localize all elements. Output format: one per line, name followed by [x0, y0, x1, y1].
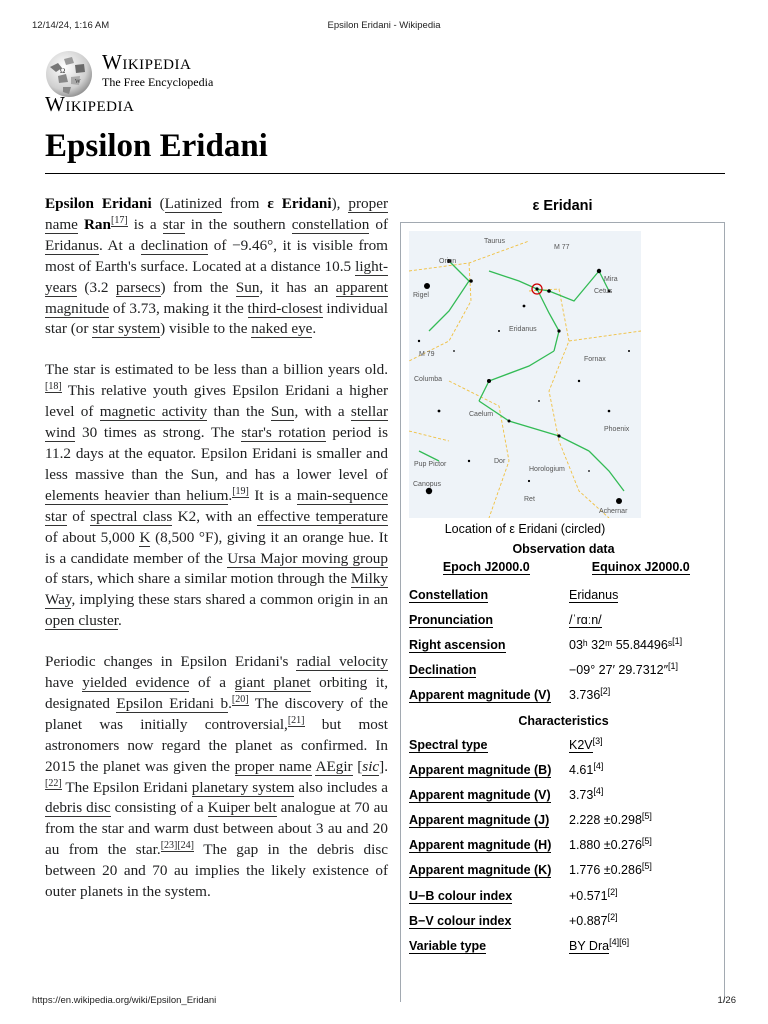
citation-link[interactable]: [4][6]: [609, 937, 630, 948]
infobox-value[interactable]: Eridanus: [569, 587, 619, 602]
text-run: K2, with an: [172, 507, 258, 525]
text-run: (: [151, 195, 165, 212]
link-planetary-system[interactable]: planetary system: [191, 778, 295, 796]
text-run: of −9.46°, it is visible from most of Earth's surface. Located at a distance 10.5: [45, 236, 388, 275]
characteristics-heading: Characteristics: [518, 713, 609, 728]
infobox-row: [409, 908, 718, 933]
print-footer: [32, 995, 736, 1009]
text-run: have: [45, 674, 83, 692]
print-header: [32, 20, 736, 34]
map-label: Phoenix: [604, 426, 630, 433]
link-stellar-rotation[interactable]: star's rotation: [241, 424, 326, 442]
text-run: ),: [331, 195, 349, 212]
text-run: [: [352, 757, 363, 775]
map-label: Caelum: [469, 411, 494, 418]
wikipedia-logo[interactable]: [44, 45, 304, 115]
infobox-row: [409, 833, 718, 858]
text-run: ) from the: [160, 278, 236, 296]
text-run: analogue at 70 au from the star and warm dust between about 3 au and 20 au from the star.: [45, 799, 388, 859]
infobox-value: +0.571: [569, 888, 608, 903]
link-yielded-evidence[interactable]: yielded evidence: [82, 674, 190, 692]
link-apparent-magnitude[interactable]: apparent magnitude: [45, 278, 388, 317]
infobox-value: 2.228 ±0.298: [569, 813, 642, 828]
citation-link[interactable]: [19]: [232, 485, 249, 497]
link-proper-name[interactable]: proper name: [234, 757, 312, 775]
infobox-key-link[interactable]: Constellation: [409, 587, 489, 602]
equinox-link[interactable]: Equinox J2000.0: [591, 560, 690, 574]
map-label: Cetus: [594, 288, 613, 295]
infobox-value: 03ʰ 32ᵐ 55.84496ˢ: [569, 637, 673, 652]
epoch-link[interactable]: Epoch J2000.0: [442, 560, 530, 574]
map-label: Mira: [604, 276, 618, 283]
infobox-key-link[interactable]: Right ascension: [409, 637, 506, 652]
link-giant-planet[interactable]: giant planet: [234, 674, 311, 692]
citation-link[interactable]: [1]: [672, 635, 683, 646]
infobox-row: [409, 683, 718, 708]
text-run: consisting of a: [110, 799, 208, 817]
infobox-key-link[interactable]: Apparent magnitude (J): [409, 813, 550, 828]
citation-link[interactable]: [5]: [641, 836, 652, 847]
infobox-row: [409, 658, 718, 683]
link-parsecs[interactable]: parsecs: [115, 278, 161, 296]
text-run: Periodic changes in Epsilon Eridani's: [45, 653, 297, 671]
link-stellar-wind[interactable]: stellar wind: [45, 403, 389, 442]
link-kelvin[interactable]: K: [139, 528, 151, 546]
citation-link[interactable]: [23][24]: [160, 840, 195, 852]
print-page-number: 1/26: [717, 995, 736, 1006]
wikipedia-wordmark: Wikipedia: [102, 50, 192, 74]
map-label: Achernar: [599, 508, 628, 515]
map-label: Rigel: [413, 292, 429, 299]
map-label: Eridanus: [509, 326, 537, 333]
svg-text:W: W: [75, 79, 81, 85]
text-run: is a: [127, 215, 163, 233]
text-run: , with a: [294, 403, 351, 421]
text-run: but most astronomers now regard the planet as confirmed. In 2015 the planet was given the: [45, 715, 388, 775]
text-run: also includes a: [294, 778, 388, 796]
link-light-years[interactable]: light-years: [45, 257, 388, 296]
link-aegir[interactable]: AEgir: [315, 757, 353, 775]
infobox-row: [409, 607, 718, 632]
text-run: Ran: [83, 215, 111, 233]
infobox-key-link[interactable]: Apparent magnitude (V): [409, 787, 551, 802]
text-run: , implying these stars shared a common origin in an: [71, 591, 388, 609]
map-label: Orion: [439, 258, 457, 265]
citation-link[interactable]: [4]: [593, 785, 604, 796]
svg-text:Ω: Ω: [60, 67, 66, 75]
page-title: Epsilon Eridani: [45, 128, 268, 164]
characteristics-rows: [409, 732, 718, 959]
infobox-value: −09° 27′ 29.7312″: [569, 663, 669, 678]
infobox-row: [409, 632, 718, 657]
text-run: than the: [207, 403, 271, 421]
infobox-row: [409, 782, 718, 807]
map-label: Taurus: [484, 238, 506, 245]
link-sun[interactable]: Sun: [235, 278, 260, 296]
text-run: (8,500 °F), giving it an orange hue. It is a candidate member of the: [45, 528, 388, 567]
text-run: orbiting it, designated: [45, 674, 388, 712]
infobox-key-link[interactable]: Apparent magnitude (V): [409, 688, 551, 703]
map-label: Pup Pictor: [414, 461, 447, 468]
infobox-value: 3.73: [569, 787, 594, 802]
infobox-key-link[interactable]: U−B colour index: [409, 888, 513, 903]
infobox-row: [409, 808, 718, 833]
text-run: 30 times as strong. The: [75, 424, 242, 442]
map-label: Ret: [524, 496, 535, 503]
infobox-key-link[interactable]: Spectral type: [409, 737, 488, 752]
citation-link[interactable]: [21]: [287, 714, 305, 726]
infobox-row: [409, 582, 718, 607]
citation-link[interactable]: [17]: [110, 214, 128, 226]
text-run: ].: [379, 757, 389, 775]
citation-link[interactable]: [2]: [600, 686, 611, 697]
constellation-map[interactable]: [409, 231, 641, 518]
link-spectral-class[interactable]: spectral class: [90, 507, 173, 525]
citation-link[interactable]: [4]: [593, 760, 604, 771]
infobox-row: [409, 883, 718, 908]
link-ursa-major-moving-group[interactable]: Ursa Major moving group: [227, 549, 388, 567]
infobox-value[interactable]: K2V: [569, 737, 593, 752]
text-run: The gap in the debris disc between 20 and 70 au implies the likely existence of outer planets in the system.: [45, 841, 388, 901]
infobox-value[interactable]: BY Dra: [569, 939, 610, 954]
text-run: . At a: [99, 236, 141, 254]
text-run: in the southern: [184, 215, 292, 233]
text-run: (3.2: [77, 278, 116, 296]
infobox-title: ε Eridani: [532, 198, 593, 214]
link-constellation[interactable]: constellation: [291, 215, 370, 233]
map-label: M 77: [554, 244, 570, 251]
text-run: of: [369, 215, 389, 233]
citation-link[interactable]: [3]: [592, 735, 603, 746]
link-sun[interactable]: Sun: [270, 403, 295, 421]
text-run: period is 11.2 days at the equator. Epsilon Eridani is smaller and less massive than the Sun, and has a lower level of: [45, 424, 388, 483]
text-run: of 3.73, making it the: [109, 299, 248, 317]
infobox-frame: [400, 222, 725, 1002]
text-run: .: [228, 486, 233, 504]
link-epsilon-eridani-b[interactable]: Epsilon Eridani b: [116, 694, 229, 712]
map-label: Horologium: [529, 466, 565, 473]
infobox-row: [409, 732, 718, 757]
link-open-cluster[interactable]: open cluster: [45, 612, 118, 630]
map-label: Canopus: [413, 481, 442, 488]
link-proper-name[interactable]: proper name: [45, 195, 389, 233]
infobox-value: 4.61: [569, 762, 594, 777]
link-eridanus[interactable]: Eridanus: [45, 236, 99, 254]
infobox-value: 1.880 ±0.276: [569, 838, 642, 853]
link-debris-disc[interactable]: debris disc: [45, 799, 111, 817]
infobox-value: 1.776 ±0.286: [569, 863, 642, 878]
map-label: Fornax: [584, 356, 606, 363]
citation-link[interactable]: [2]: [607, 886, 618, 897]
text-run: ε Eridani: [267, 195, 332, 212]
text-run: , it has an: [259, 278, 336, 296]
link-naked-eye[interactable]: naked eye: [251, 320, 313, 338]
citation-link[interactable]: [20]: [231, 693, 249, 705]
text-run: of a: [189, 674, 235, 692]
map-label: Columba: [414, 376, 443, 383]
citation-link[interactable]: [2]: [607, 911, 618, 922]
citation-link[interactable]: [5]: [641, 861, 652, 872]
infobox-key-link[interactable]: Apparent magnitude (K): [409, 863, 552, 878]
map-label: Dor: [494, 458, 506, 465]
link-main-sequence[interactable]: main-sequence star: [45, 486, 388, 525]
text-run: .: [312, 320, 317, 338]
text-run: This relative youth gives Epsilon Eridani a higher level of: [45, 382, 388, 421]
link-kuiper-belt[interactable]: Kuiper belt: [207, 799, 277, 817]
infobox-value: 3.736: [569, 688, 601, 703]
print-page-title: Epsilon Eridani - Wikipedia: [327, 20, 441, 31]
link-effective-temperature[interactable]: effective temperature: [257, 507, 389, 525]
citation-link[interactable]: [18]: [45, 381, 62, 393]
observation-rows: [409, 582, 718, 708]
link-magnetic-activity[interactable]: magnetic activity: [99, 403, 208, 421]
link-radial-velocity[interactable]: radial velocity: [296, 653, 388, 671]
citation-link[interactable]: [5]: [641, 811, 652, 822]
map-label: M 79: [419, 351, 435, 358]
text-run: of stars, which share a similar motion through the: [45, 570, 351, 588]
citation-link[interactable]: [1]: [668, 661, 679, 672]
infobox-row: [409, 933, 718, 958]
text-run: individual star (or: [45, 299, 389, 338]
text-run: .: [117, 612, 122, 630]
print-datetime: 12/14/24, 1:16 AM: [32, 20, 110, 31]
text-run: The discovery of the planet was initially controversial,: [45, 694, 388, 733]
infobox-row: [409, 858, 718, 883]
article-body: [45, 194, 388, 923]
text-run: It is a: [248, 486, 297, 504]
text-run: .: [228, 694, 232, 712]
text-run: Epsilon Eridani: [45, 195, 152, 212]
infobox-key-link[interactable]: B−V colour index: [409, 913, 512, 928]
link-star[interactable]: star: [162, 215, 185, 233]
link-milky-way[interactable]: Milky Way: [45, 570, 388, 609]
link-latinisation[interactable]: Latinized: [164, 195, 223, 212]
wikipedia-tagline: The Free Encyclopedia: [102, 75, 214, 89]
infobox-value: +0.887: [569, 913, 608, 928]
infobox-row: [409, 757, 718, 782]
infobox-value[interactable]: /ˈrɑːn/: [569, 612, 602, 627]
infobox-key-link[interactable]: Declination: [409, 663, 477, 678]
lead-paragraph-1: [45, 194, 388, 340]
link-third-closest[interactable]: third-closest: [247, 299, 323, 317]
text-run: of about 5,000: [45, 528, 140, 546]
citation-link[interactable]: [22]: [45, 777, 62, 789]
infobox-key-link[interactable]: Apparent magnitude (B): [409, 762, 552, 777]
observation-data-heading: Observation data: [512, 542, 615, 556]
text-run: ) visible to the: [160, 320, 252, 338]
text-run: The Epsilon Eridani: [61, 778, 192, 796]
text-run: of: [66, 507, 91, 525]
lead-paragraph-3: [45, 652, 388, 903]
map-caption: Location of ε Eridani (circled): [444, 522, 606, 536]
wikipedia-wordmark-secondary: Wikipedia: [45, 92, 135, 116]
link-sic[interactable]: sic: [362, 757, 380, 775]
title-divider: [45, 173, 725, 174]
link-star-system[interactable]: star system: [92, 320, 161, 338]
link-metallicity[interactable]: elements heavier than helium: [45, 486, 229, 504]
text-run: from: [222, 195, 268, 212]
infobox: [400, 198, 725, 1002]
lead-paragraph-2: [45, 360, 388, 632]
epoch-row: [409, 560, 718, 582]
text-run: The star is estimated to be less than a billion years old.: [45, 361, 388, 379]
link-declination[interactable]: declination: [140, 236, 209, 254]
infobox-key-link[interactable]: Apparent magnitude (H): [409, 838, 552, 853]
infobox-key-link[interactable]: Pronunciation: [409, 612, 494, 627]
print-url: https://en.wikipedia.org/wiki/Epsilon_Eridani: [32, 995, 217, 1006]
infobox-key-link[interactable]: Variable type: [409, 939, 487, 954]
